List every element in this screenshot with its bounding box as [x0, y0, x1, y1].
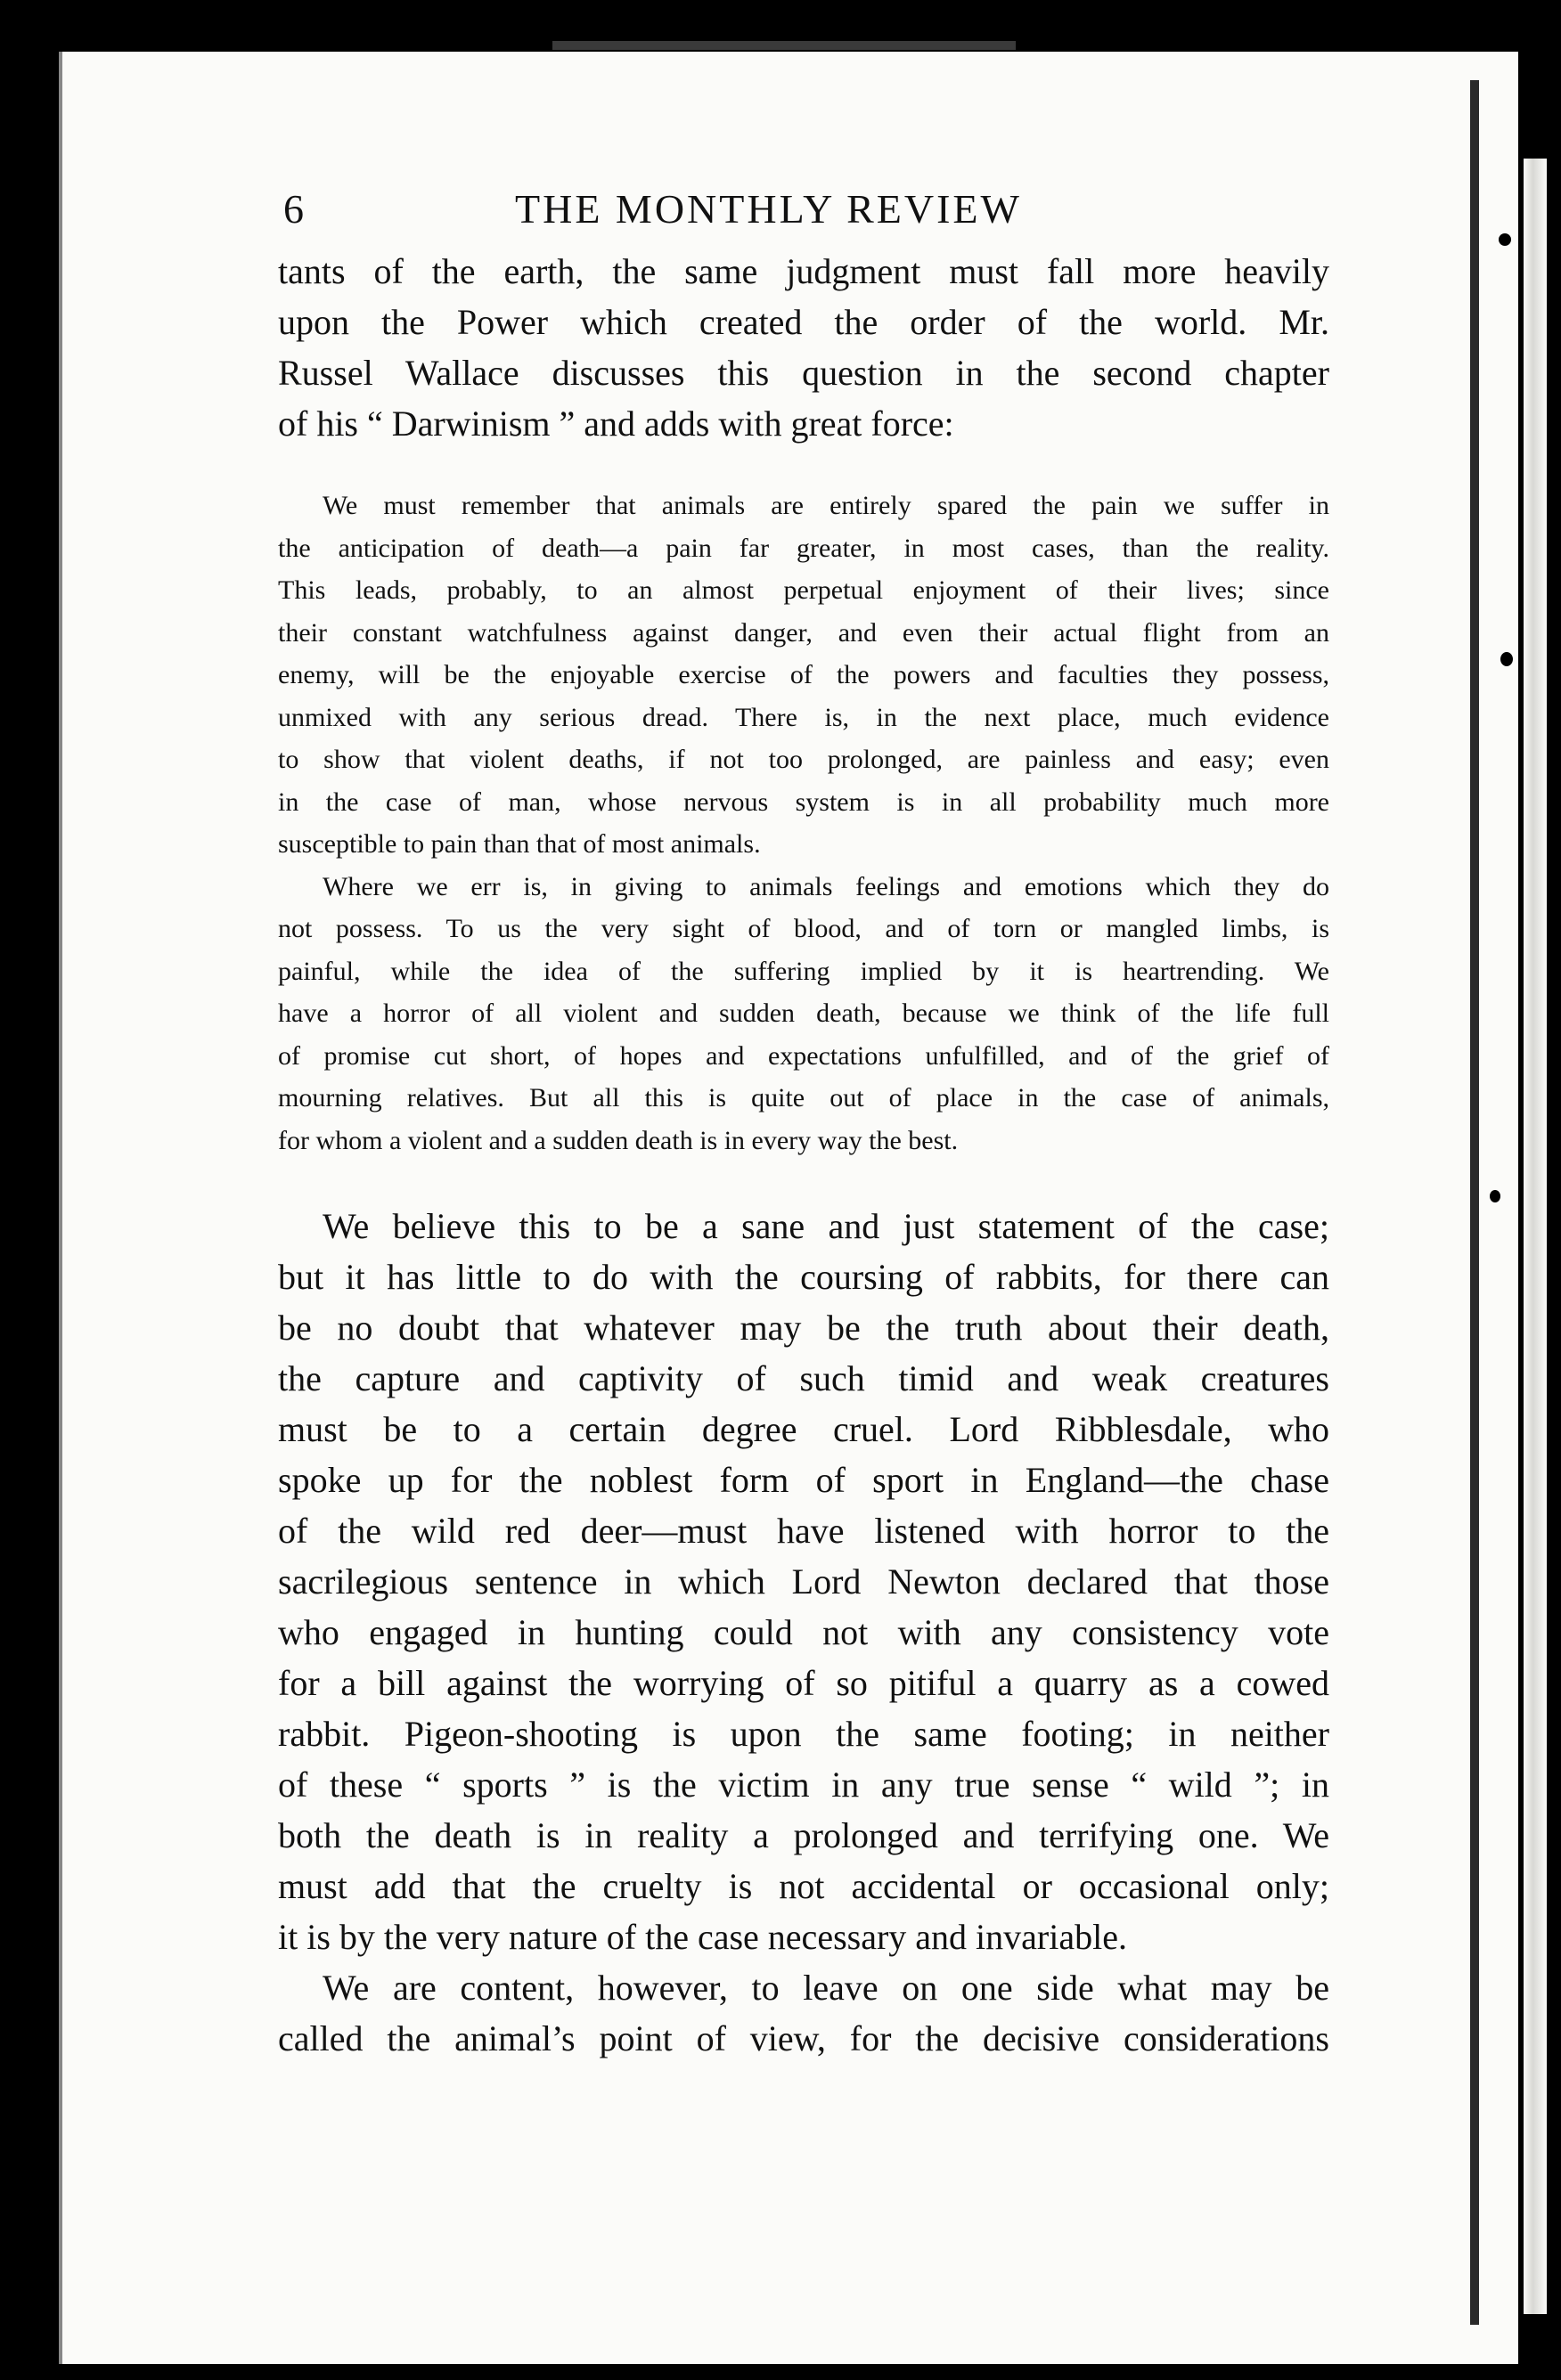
text-line: We must remember that animals are entirely spared the pain we suffer in: [323, 491, 1329, 520]
text-line: must be to a certain degree cruel. Lord Ribblesdale, who: [278, 1409, 1329, 1449]
text-line: of promise cut short, of hopes and expectations unfulfilled, and of the grief of: [278, 1040, 1329, 1071]
text-line: susceptible to pain than that of most animals.: [278, 829, 761, 859]
text-line: but it has little to do with the coursing of rabbits, for there can: [278, 1257, 1329, 1297]
text-line: the anticipation of death—a pain far greater, in most cases, than the reality.: [278, 533, 1329, 563]
scan-edge-top: [552, 41, 1016, 50]
running-title: THE MONTHLY REVIEW: [515, 186, 1022, 232]
text-line: sacrilegious sentence in which Lord Newton declared that those: [278, 1561, 1329, 1602]
book-spine-edge: [1470, 80, 1479, 2325]
text-line: of these “ sports ” is the victim in any true sense “ wild ”; in: [278, 1765, 1329, 1805]
text-line: spoke up for the noblest form of sport in England—the chase: [278, 1460, 1329, 1500]
text-line: rabbit. Pigeon-shooting is upon the same footing; in neither: [278, 1714, 1329, 1754]
text-line: be no doubt that whatever may be the truth about their death,: [278, 1308, 1329, 1348]
text-line: it is by the very nature of the case necessary and invariable.: [278, 1917, 1127, 1957]
text-line: in the case of man, whose nervous system is in all probability much more: [278, 787, 1329, 817]
text-column: [278, 178, 1329, 2064]
text-line: who engaged in hunting could not with any consistency vote: [278, 1612, 1329, 1652]
text-line: both the death is in reality a prolonged and terrifying one. We: [278, 1815, 1329, 1855]
text-line: upon the Power which created the order of the world. Mr.: [278, 302, 1329, 342]
text-line: This leads, probably, to an almost perpetual enjoyment of their lives; since: [278, 575, 1329, 605]
quote-paragraph-1: [278, 485, 1329, 866]
text-line: to show that violent deaths, if not too prolonged, are painless and easy; even: [278, 745, 1329, 774]
text-line: for whom a violent and a sudden death is in every way the best.: [278, 1125, 959, 1155]
text-line: Russel Wallace discusses this question in the second chapter: [278, 353, 1329, 393]
page-gutter-shadow: [1524, 159, 1547, 2314]
spine-mark: [1499, 233, 1511, 246]
text-line: for a bill against the worrying of so pitiful a quarry as a cowed: [278, 1663, 1329, 1703]
block-quote: [278, 485, 1329, 1161]
text-line: have a horror of all violent and sudden death, because we think of the life full: [278, 998, 1329, 1028]
text-line: of the wild red deer—must have listened with horror to the: [278, 1511, 1329, 1551]
quote-paragraph-2: [278, 866, 1329, 1162]
text-line: We believe this to be a sane and just statement of the case;: [323, 1206, 1329, 1246]
text-line: mourning relatives. But all this is quite out of place in the case of animals,: [278, 1083, 1329, 1113]
text-line: of his “ Darwinism ” and adds with great force:: [278, 403, 954, 444]
paragraph-1: [278, 246, 1329, 449]
text-line: their constant watchfulness against danger, and even their actual flight from an: [278, 617, 1329, 648]
text-line: painful, while the idea of the suffering implied by it is heartrending. We: [278, 956, 1329, 986]
spine-mark: [1500, 652, 1513, 666]
text-line: called the animal’s point of view, for the decisive considerations: [278, 2018, 1329, 2058]
paragraph-2: [278, 1201, 1329, 1962]
text-line: unmixed with any serious dread. There is, in the next place, much evidence: [278, 702, 1329, 732]
text-line: tants of the earth, the same judgment must fall more heavily: [278, 251, 1329, 291]
text-line: We are content, however, to leave on one side what may be: [323, 1968, 1329, 2008]
text-line: not possess. To us the very sight of blood, and of torn or mangled limbs, is: [278, 914, 1329, 943]
text-line: Where we err is, in giving to animals feelings and emotions which they do: [323, 871, 1329, 901]
text-line: enemy, will be the enjoyable exercise of the powers and faculties they possess,: [278, 660, 1329, 689]
text-line: the capture and captivity of such timid and weak creatures: [278, 1358, 1329, 1398]
paragraph-3: [278, 1962, 1329, 2064]
text-line: must add that the cruelty is not accidental or occasional only;: [278, 1866, 1329, 1906]
running-header: [278, 178, 1329, 240]
page-number: 6: [283, 186, 306, 232]
spine-mark: [1490, 1190, 1500, 1202]
